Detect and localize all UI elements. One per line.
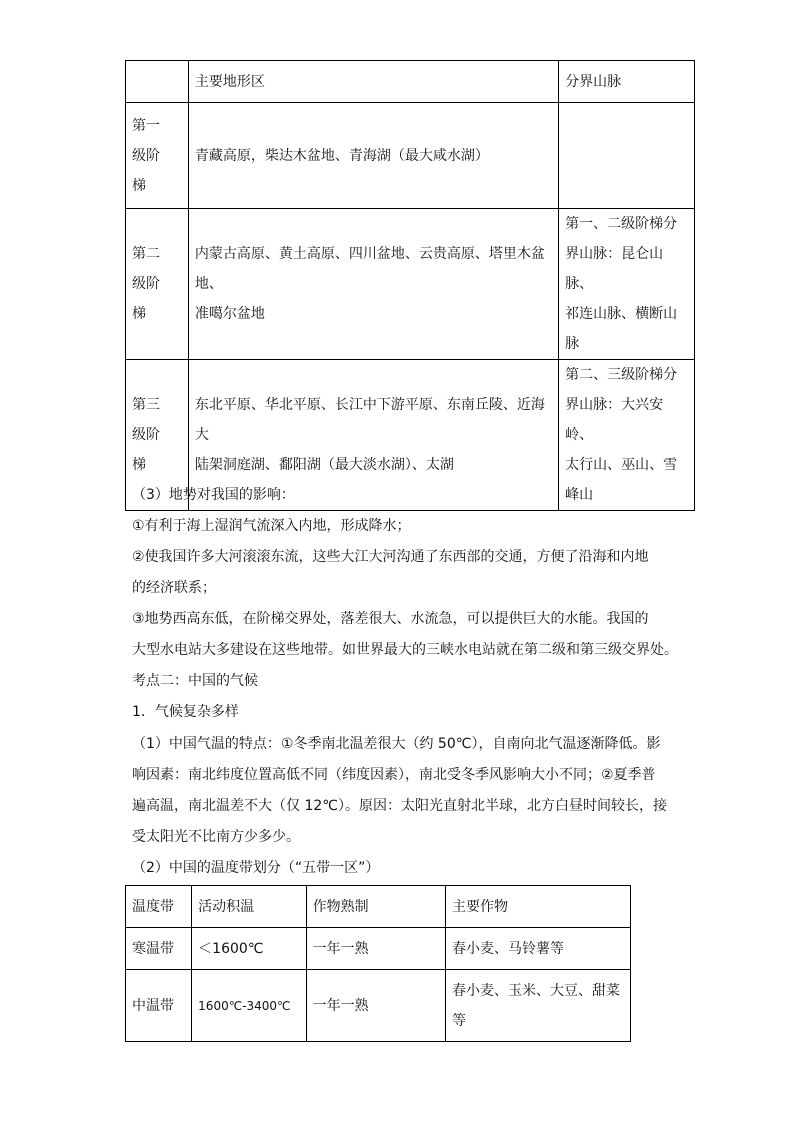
header-cell: 主要地形区 — [188, 61, 558, 103]
header-cell: 温度带 — [126, 886, 192, 928]
paragraph-line: ②使我国许多大河滚滚东流，这些大江大河沟通了东西部的交通，方便了沿海和内地 — [132, 549, 649, 565]
table-header-row — [126, 886, 631, 928]
regions-cell: 内蒙古高原、黄土高原、四川盆地、云贵高原、塔里木盆地、 准噶尔盆地 — [188, 209, 558, 360]
table-header-row — [126, 61, 695, 103]
mountains-cell: 第二、三级阶梯分 界山脉：大兴安岭、 太行山、巫山、雪 峰山 — [559, 360, 695, 511]
regions-cell: 东北平原、华北平原、长江中下游平原、东南丘陵、近海大 陆架洞庭湖、鄱阳湖（最大淡水湖）、太湖 — [188, 360, 558, 511]
paragraph-line: 遍高温，南北温差不大（仅 12℃）。原因：太阳光直射北半球，北方白昼时间较长，接 — [132, 798, 667, 814]
header-cell: 分界山脉 — [559, 61, 695, 103]
table-cell: 春小麦、玉米、大豆、甜菜等 — [446, 970, 631, 1042]
header-cell — [126, 61, 189, 103]
paragraph-line: ③地势西高东低，在阶梯交界处，落差很大、水流急，可以提供巨大的水能。我国的 — [132, 611, 649, 627]
section-heading: 考点二：中国的气候 — [132, 673, 258, 689]
paragraph-line: （3）地势对我国的影响： — [132, 487, 295, 503]
header-cell: 作物熟制 — [306, 886, 445, 928]
step-cell: 第二 级阶 梯 — [126, 209, 189, 360]
paragraph-line: 响因素：南北纬度位置高低不同（纬度因素），南北受冬季风影响大小不同；②夏季普 — [132, 767, 656, 783]
paragraph-line: 的经济联系； — [132, 580, 216, 596]
header-cell: 活动积温 — [192, 886, 306, 928]
table-cell: 寒温带 — [126, 928, 192, 970]
paragraph-line: 受太阳光不比南方少多少。 — [132, 829, 300, 845]
subsection-heading: 1．气候复杂多样 — [132, 704, 239, 720]
paragraph-line: （2）中国的温度带划分（“五带一区”） — [132, 860, 380, 876]
terrain-steps-table — [125, 60, 695, 511]
paragraph-line: （1）中国气温的特点：①冬季南北温差很大（约 50℃），自南向北气温逐渐降低。影 — [132, 736, 661, 752]
mountains-cell: 第一、二级阶梯分 界山脉：昆仑山脉、 祁连山脉、横断山 脉 — [559, 209, 695, 360]
table-row — [126, 103, 695, 209]
table-cell: 春小麦、马铃薯等 — [446, 928, 631, 970]
table-row — [126, 209, 695, 360]
step-cell: 第一 级阶 梯 — [126, 103, 189, 209]
table-cell: 一年一熟 — [306, 970, 445, 1042]
table-cell: 中温带 — [126, 970, 192, 1042]
header-cell: 主要作物 — [446, 886, 631, 928]
table-cell: ＜1600℃ — [192, 928, 306, 970]
table-row — [126, 928, 631, 970]
table-cell: 1600℃-3400℃ — [192, 970, 306, 1042]
temperature-zones-table — [125, 885, 631, 1042]
step-cell: 第三 级阶 梯 — [126, 360, 189, 511]
mountains-cell — [559, 103, 695, 209]
paragraph-line: ①有利于海上湿润气流深入内地，形成降水； — [132, 518, 411, 534]
regions-cell: 青藏高原，柴达木盆地、青海湖（最大咸水湖） — [188, 103, 558, 209]
table-row — [126, 970, 631, 1042]
table-cell: 一年一熟 — [306, 928, 445, 970]
paragraph-line: 大型水电站大多建设在这些地带。如世界最大的三峡水电站就在第二级和第三级交界处。 — [132, 642, 678, 658]
